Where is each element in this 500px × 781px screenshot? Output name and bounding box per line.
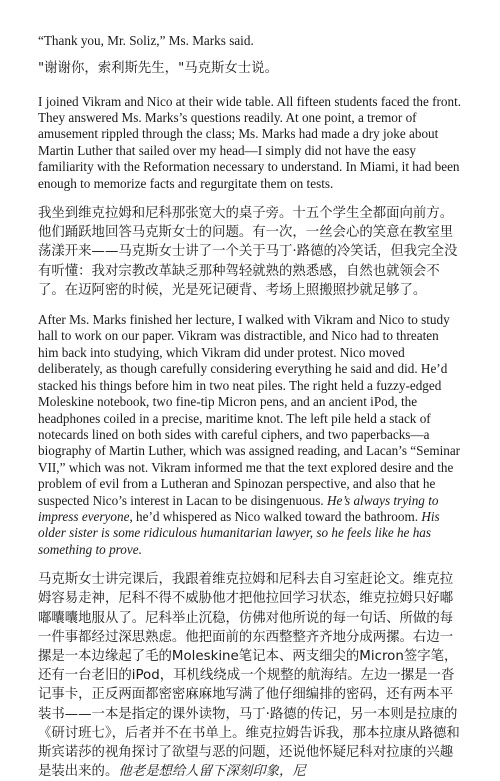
paragraph-en-3-italic-quote: He’s always trying to impress everyone <box>38 492 439 524</box>
paragraph-zh-3 <box>38 570 462 781</box>
paragraph-zh-3-italic-quote: 他老是想给人留下深刻印象，尼 <box>118 764 306 780</box>
paragraph-zh-3-text: 马克斯女士讲完课后，我跟着维克拉姆和尼科去自习室赶论文。维克拉姆容易走神，尼科不得不威胁他才把他拉回学习状态，维克拉姆只好嘟嘟囔囔地服从了。尼科举止沉稳，仿佛对他所说的每一句话、所做的每一件事都经过深思熟虑。他把面前的东西整整齐齐地分成两摞。右边一摞是一本边缘起了毛的Moleskine笔记本、两支细尖的Micron签字笔，还有一台老旧的iPod，耳机线绕成一个规整的航海结。左边一摞是一沓记事卡，正反两面都密密麻麻地写满了他仔细编排的密码，还有两本平装书——一本是指定的课外读物，马丁·路德的传记，另一本则是拉康的《研讨班七》，后者并不在书单上。维克拉姆告诉我，那本拉康从路德和斯宾诺莎的视角探讨了欲望与恶的问题，还说他怀疑尼科对拉康的兴趣是装出来的。 <box>38 572 460 780</box>
paragraph-zh-1: "谢谢你，索利斯先生，"马克斯女士说。 <box>38 61 278 77</box>
paragraph-en-3 <box>38 312 462 558</box>
paragraph-en-3-italic-quote-2: His older sister is some ridiculous humanitarian lawyer, so he feels like he has something to prove. <box>38 508 440 557</box>
paragraph-en-3-text-2: , he’d whispered as Nico walked toward the bathroom. <box>129 508 422 524</box>
paragraph-en-2: I joined Vikram and Nico at their wide table. All fifteen students faced the front. They answered Ms. Marks’s questions readily. At one point, a tremor of amusement rippled through the class; Ms. Marks had made a dry joke about Martin Luther that sailed over my head—I simply did not have the easy familiarity with the Reformation necessary to understand. In Miami, it had been enough to memorize facts and regurgitate them on tests. <box>38 93 462 191</box>
paragraph-en-3-text: After Ms. Marks finished her lecture, I walked with Vikram and Nico to study hall to work on our paper. Vikram was distractible, and Nico had to threaten him back into studying, which Vikram did under protest. Nico moved deliberately, as though carefully considering everything he said and did. He’d stacked his things before him in two neat piles. The right held a fuzzy-edged Moleskine notebook, two fine-tip Micron pens, and an ancient iPod, the headphones coiled in a precise, maritime knot. The left pile held a stack of notecards lined on both sides with careful ciphers, and two paperbacks—a biography of Martin Luther, which was assigned reading, and Lacan’s “Seminar VII,” which was not. Vikram informed me that the text explored desire and the problem of evil from a Lutheran and Spinozan perspective, and also that he suspected Nico’s interest in Lacan to be disingenuous. <box>38 312 461 508</box>
paragraph-en-1: “Thank you, Mr. Soliz,” Ms. Marks said. <box>38 33 254 48</box>
paragraph-zh-2: 我坐到维克拉姆和尼科那张宽大的桌子旁。十五个学生全都面向前方。他们踊跃地回答马克斯女士的问题。有一次，一丝会心的笑意在教室里荡漾开来——马克斯女士讲了一个关于马丁·路德的冷笑话，但我完全没有听懂：我对宗教改革缺乏那种驾轻就熟的熟悉感，自然也就领会不了。在迈阿密的时候，光是死记硬背、考场上照搬照抄就足够了。 <box>38 206 458 298</box>
